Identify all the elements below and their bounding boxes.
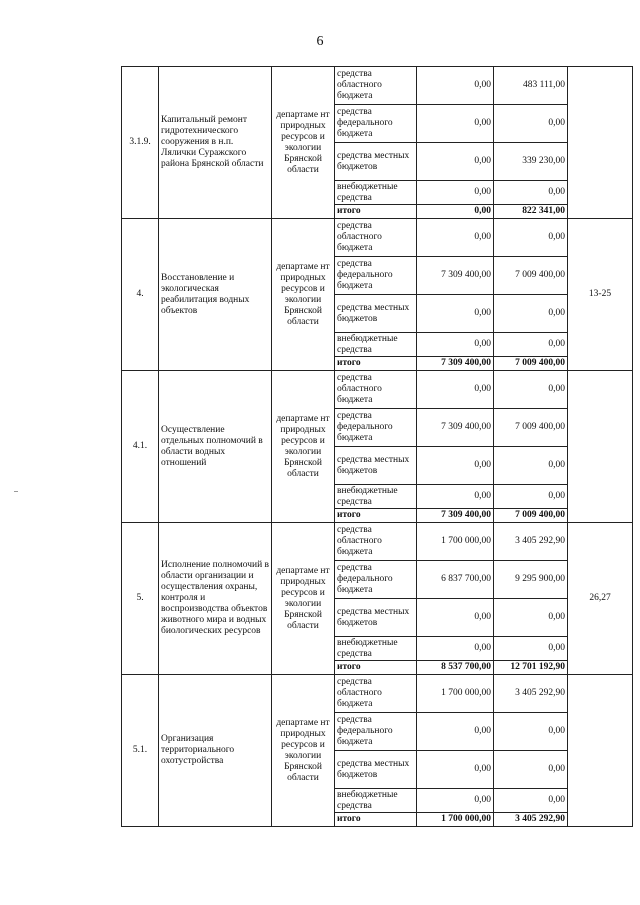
funding-source: средства местных бюджетов [335,143,417,181]
total-actual: 7 009 400,00 [494,509,568,523]
funding-source: средства федерального бюджета [335,713,417,751]
amount-actual: 0,00 [494,789,568,813]
amount-actual: 0,00 [494,295,568,333]
funding-source: средства областного бюджета [335,371,417,409]
amount-actual: 483 111,00 [494,67,568,105]
amount-actual: 0,00 [494,599,568,637]
amount-plan: 0,00 [417,67,494,105]
budget-table [121,66,633,827]
amount-actual: 0,00 [494,751,568,789]
amount-plan: 1 700 000,00 [417,523,494,561]
total-plan: 7 309 400,00 [417,509,494,523]
amount-actual: 0,00 [494,181,568,205]
total-plan: 7 309 400,00 [417,357,494,371]
funding-source: средства местных бюджетов [335,447,417,485]
amount-plan: 1 700 000,00 [417,675,494,713]
budget-table-body [122,67,633,827]
amount-actual: 3 405 292,90 [494,523,568,561]
funding-source: средства областного бюджета [335,523,417,561]
funding-source: средства федерального бюджета [335,257,417,295]
amount-plan: 0,00 [417,637,494,661]
funding-source: средства местных бюджетов [335,295,417,333]
amount-plan: 0,00 [417,105,494,143]
amount-actual: 0,00 [494,219,568,257]
funding-source: внебюджетные средства [335,637,417,661]
amount-plan: 0,00 [417,751,494,789]
total-actual: 822 341,00 [494,205,568,219]
amount-plan: 7 309 400,00 [417,257,494,295]
amount-actual: 0,00 [494,637,568,661]
total-plan: 1 700 000,00 [417,813,494,827]
amount-plan: 0,00 [417,789,494,813]
total-actual: 12 701 192,90 [494,661,568,675]
funding-source: внебюджетные средства [335,181,417,205]
amount-plan: 7 309 400,00 [417,409,494,447]
amount-plan: 0,00 [417,713,494,751]
indicator-numbers [568,371,633,523]
item-name: Исполнение полномочий в области организации и осуществления охраны, контроля и воспроизводства объектов животного мира и водных биологических ресурсов [159,523,272,675]
item-executor: департаме нт природных ресурсов и экологии Брянской области [272,219,335,371]
item-number: 4.1. [122,371,159,523]
amount-actual: 3 405 292,90 [494,675,568,713]
total-label: итого [335,813,417,827]
amount-actual: 0,00 [494,713,568,751]
amount-actual: 7 009 400,00 [494,257,568,295]
funding-source: средства областного бюджета [335,675,417,713]
table-row [122,371,633,409]
total-plan: 8 537 700,00 [417,661,494,675]
indicator-numbers: 13-25 [568,219,633,371]
amount-actual: 0,00 [494,447,568,485]
item-number: 5.1. [122,675,159,827]
amount-actual: 339 230,00 [494,143,568,181]
indicator-numbers: 26,27 [568,523,633,675]
table-row [122,523,633,561]
amount-plan: 0,00 [417,333,494,357]
table-row [122,219,633,257]
item-executor: департаме нт природных ресурсов и экологии Брянской области [272,371,335,523]
amount-actual: 0,00 [494,333,568,357]
item-name: Осуществление отдельных полномочий в области водных отношений [159,371,272,523]
total-actual: 3 405 292,90 [494,813,568,827]
item-executor: департаме нт природных ресурсов и экологии Брянской области [272,675,335,827]
funding-source: средства областного бюджета [335,219,417,257]
total-label: итого [335,357,417,371]
item-name: Восстановление и экологическая реабилитация водных объектов [159,219,272,371]
amount-plan: 0,00 [417,181,494,205]
amount-actual: 0,00 [494,371,568,409]
total-label: итого [335,205,417,219]
amount-actual: 0,00 [494,485,568,509]
item-name: Организация территориального охотустройства [159,675,272,827]
item-number: 5. [122,523,159,675]
funding-source: внебюджетные средства [335,789,417,813]
funding-source: внебюджетные средства [335,485,417,509]
amount-plan: 0,00 [417,143,494,181]
amount-plan: 0,00 [417,447,494,485]
page-number: 6 [316,34,324,49]
amount-plan: 0,00 [417,599,494,637]
amount-plan: 6 837 700,00 [417,561,494,599]
total-label: итого [335,509,417,523]
indicator-numbers [568,67,633,219]
amount-actual: 7 009 400,00 [494,409,568,447]
amount-plan: 0,00 [417,371,494,409]
funding-source: средства федерального бюджета [335,561,417,599]
table-row [122,67,633,105]
item-name: Капитальный ремонт гидротехнического сооружения в н.п. Лялички Суражского района Брянской области [159,67,272,219]
funding-source: средства областного бюджета [335,67,417,105]
amount-plan: 0,00 [417,219,494,257]
funding-source: внебюджетные средства [335,333,417,357]
amount-plan: 0,00 [417,295,494,333]
amount-plan: 0,00 [417,485,494,509]
total-actual: 7 009 400,00 [494,357,568,371]
total-label: итого [335,661,417,675]
funding-source: средства местных бюджетов [335,599,417,637]
item-number: 3.1.9. [122,67,159,219]
item-executor: департаме нт природных ресурсов и экологии Брянской области [272,523,335,675]
funding-source: средства федерального бюджета [335,409,417,447]
funding-source: средства местных бюджетов [335,751,417,789]
amount-actual: 9 295 900,00 [494,561,568,599]
table-row [122,675,633,713]
total-plan: 0,00 [417,205,494,219]
indicator-numbers [568,675,633,827]
item-executor: департаме нт природных ресурсов и экологии Брянской области [272,67,335,219]
margin-mark [14,491,18,492]
amount-actual: 0,00 [494,105,568,143]
item-number: 4. [122,219,159,371]
funding-source: средства федерального бюджета [335,105,417,143]
